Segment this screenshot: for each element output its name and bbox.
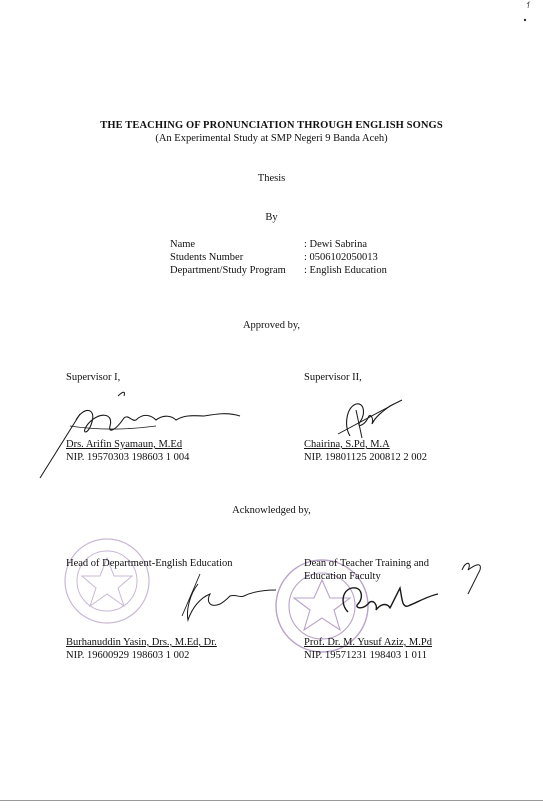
supervisor-1-name: Drs. Arifin Syamaun, M.Ed [66,439,183,450]
info-labels [170,238,286,277]
supervisor-2-role: Supervisor II, [304,372,362,383]
supervisor-1-nip: NIP. 19570303 198603 1 004 [66,452,190,463]
dean-name: Prof. Dr. M. Yusuf Aziz, M.Pd [304,637,432,648]
approved-label: Approved by, [242,320,301,331]
supervisor-2-signature [334,396,404,442]
page-bottom-edge [0,800,543,801]
info-value-department: : English Education [304,265,387,276]
university-stamp-left [62,536,152,626]
supervisor-2-nip: NIP. 19801125 200812 2 002 [304,452,427,463]
dean-role-line-1: Dean of Teacher Training and [304,558,430,569]
info-label-student-number: Students Number [170,252,244,263]
info-value-student-number: : 0506102050013 [304,252,378,263]
info-values [304,238,387,277]
head-signature [170,568,280,626]
thesis-subtitle: (An Experimental Study at SMP Negeri 9 Banda Aceh) [155,133,388,144]
thesis-title: THE TEACHING OF PRONUNCIATION THROUGH ENGLISH SONGS [100,120,443,131]
dean-role-line-2: Education Faculty [304,571,381,582]
doc-type: Thesis [257,173,286,184]
head-nip: NIP. 19600929 198603 1 002 [66,650,190,661]
supervisor-1-role: Supervisor I, [66,372,121,383]
dean-initial-signature [458,556,486,596]
acknowledged-label: Acknowledged by, [232,505,311,516]
info-label-department: Department/Study Program [170,265,286,276]
info-label-name: Name [170,239,196,250]
supervisor-1-signature [36,386,246,482]
head-role: Head of Department-English Education [66,558,233,569]
head-name: Burhanuddin Yasin, Drs., M.Ed, Dr. [66,637,217,648]
dean-nip: NIP. 19571231 198403 1 011 [304,650,427,661]
by-label: By [265,212,278,223]
info-value-name: : Dewi Sabrina [304,239,367,250]
supervisor-2-name: Chairina, S.Pd, M.A [304,439,390,450]
dean-signature [318,582,442,622]
corner-mark [515,0,543,30]
